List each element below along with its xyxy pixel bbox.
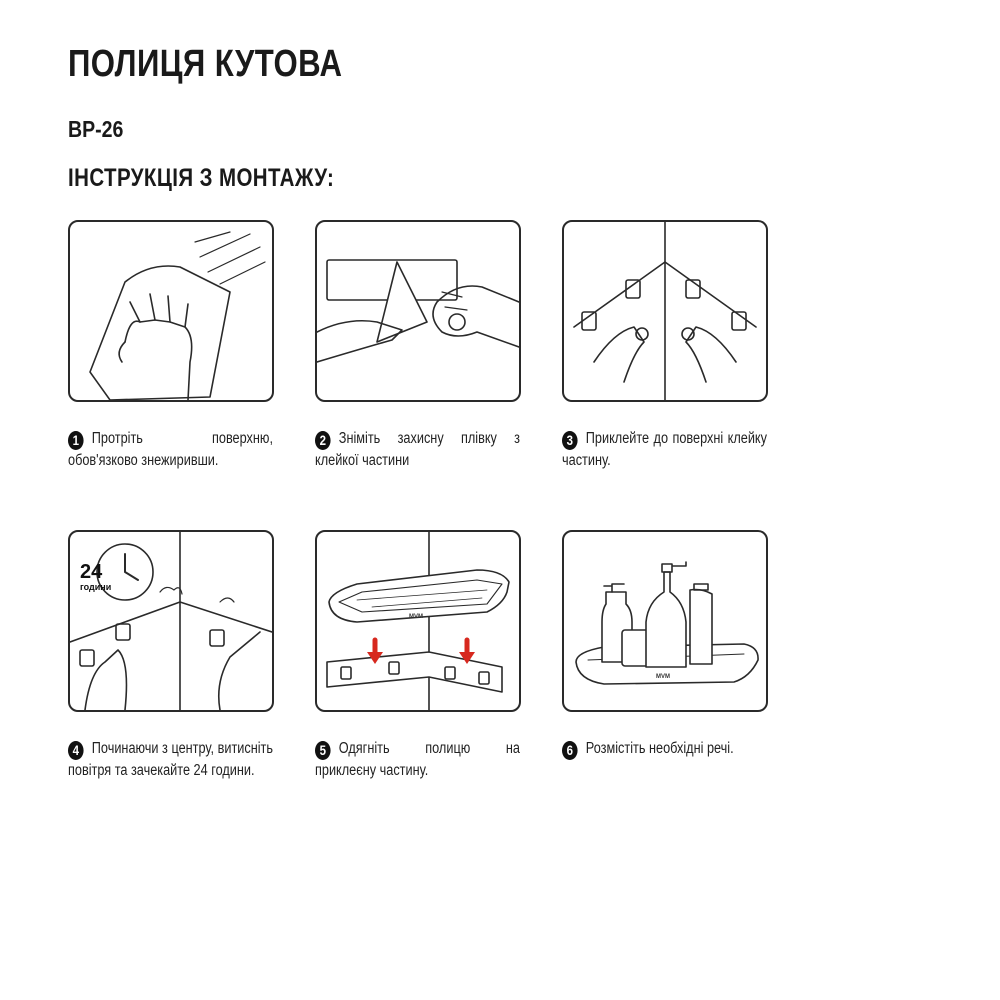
model-code: BP-26 [68, 116, 124, 142]
step-2-text: Зніміть захисну плівку з клейкої частини [315, 430, 520, 469]
clock-icon [80, 544, 153, 600]
step-6-number: 6 [562, 741, 578, 760]
step-6-illustration [562, 530, 768, 712]
step-2-caption [315, 428, 520, 471]
step-4-text: Починаючи з центру, витисніть повітря та зачекайте 24 години. [68, 740, 273, 779]
step-6 [562, 530, 768, 760]
step-6-text: Розмістіть необхідні речі. [585, 740, 734, 757]
step-5-number: 5 [315, 741, 331, 760]
step-2-number: 2 [315, 431, 331, 450]
page-title: ПОЛИЦЯ КУТОВА [68, 43, 343, 85]
step-3 [562, 220, 768, 471]
step-1 [68, 220, 274, 471]
step-3-caption [562, 428, 767, 471]
step-1-number: 1 [68, 431, 84, 450]
step-1-illustration [68, 220, 274, 402]
step-5-text: Одягніть полицю на приклеєну частину. [315, 740, 520, 779]
step-4-number: 4 [68, 741, 84, 760]
step-2 [315, 220, 521, 471]
step-5-illustration [315, 530, 521, 712]
brand-mark-6: MVM [656, 674, 670, 680]
step-1-caption [68, 428, 273, 471]
step-3-number: 3 [562, 431, 578, 450]
step-4-caption [68, 738, 273, 781]
step-3-illustration [562, 220, 768, 402]
step-3-text: Приклейте до поверхні клейку частину. [562, 430, 767, 469]
instructions-heading: ІНСТРУКЦІЯ З МОНТАЖУ: [68, 164, 335, 192]
step-5 [315, 530, 521, 781]
clock-number: 24 [80, 561, 103, 583]
step-2-illustration [315, 220, 521, 402]
step-6-caption [562, 738, 767, 760]
step-4-illustration [68, 530, 274, 712]
clock-label: години [80, 582, 112, 592]
step-4 [68, 530, 274, 781]
step-5-caption [315, 738, 520, 781]
brand-mark-5: MVM [409, 614, 423, 620]
step-1-text: Протріть поверхню, обов'язково знежиривши. [68, 430, 273, 469]
